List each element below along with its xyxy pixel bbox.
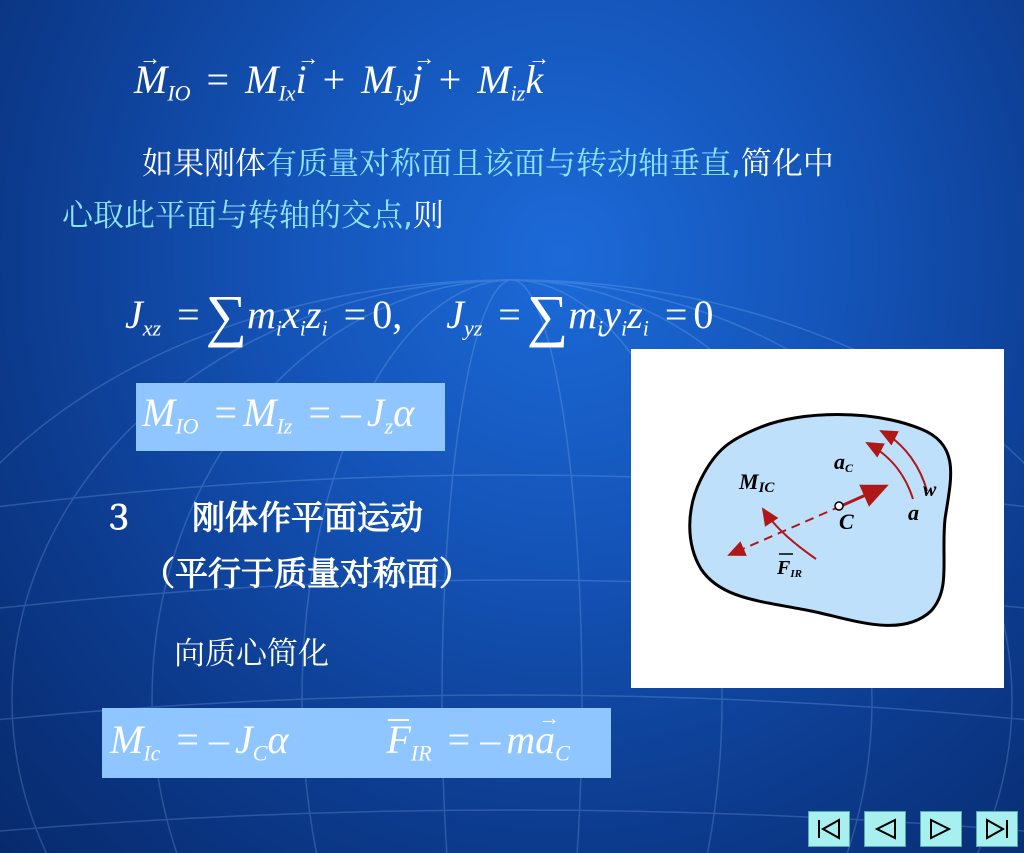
subscript: Ix [278, 80, 296, 106]
next-page-button[interactable] [920, 811, 962, 847]
symbol: x [282, 292, 300, 338]
unit-vector-k: → k [525, 56, 543, 103]
symbol: M [110, 717, 144, 762]
symbol: J [366, 390, 385, 435]
subscript: z [384, 413, 394, 439]
label-a: a [908, 500, 919, 525]
section-heading [102, 492, 423, 539]
symbol: J [125, 292, 143, 338]
subscript: IR [410, 740, 432, 766]
paragraph-line-1 [62, 138, 942, 190]
equation-moment-components [134, 56, 543, 107]
subscript: IO [167, 80, 191, 106]
label-C: C [839, 509, 854, 534]
label-FIR: FIR [777, 557, 802, 580]
next-page-icon [927, 818, 955, 840]
unit-vector-i: → i [296, 56, 307, 103]
paragraph-line-2 [62, 190, 942, 242]
symbol: M [245, 57, 279, 102]
slide-navigation-bar [808, 811, 1018, 847]
rigid-body-figure [631, 349, 1004, 688]
first-page-button[interactable] [808, 811, 850, 847]
symbol: M [361, 57, 395, 102]
operator: = [177, 292, 200, 338]
label-MIc: MIC [739, 469, 775, 496]
value: 0 [693, 292, 714, 338]
symbol: z [627, 292, 643, 338]
symbol-alpha: α [267, 717, 289, 762]
symbol: z [305, 292, 322, 338]
symbol: J [446, 292, 464, 338]
sum-symbol: ∑ [526, 283, 569, 348]
subscript: i [642, 315, 649, 341]
symbol: J [234, 717, 253, 762]
equation-plane-motion [102, 708, 611, 767]
vector-F: F [386, 717, 411, 762]
operator: = [664, 292, 688, 338]
operator: = [498, 292, 521, 338]
symbol: y [603, 292, 621, 338]
last-page-icon [983, 818, 1011, 840]
subscript: i [620, 315, 628, 341]
operator: + [438, 57, 462, 102]
operator: = – [447, 717, 501, 762]
symbol: M [477, 57, 511, 102]
operator: = [214, 390, 238, 435]
subscript: Ic [143, 740, 161, 766]
symbol: m [506, 717, 536, 762]
subscript: xz [142, 315, 162, 341]
equation-moment-alpha [136, 383, 445, 440]
sum-symbol: ∑ [205, 283, 248, 348]
paragraph-condition [62, 138, 942, 242]
rigid-body-diagram [631, 349, 1004, 688]
operator: = [343, 292, 367, 338]
operator: = – [176, 717, 229, 762]
first-page-icon [815, 818, 843, 840]
subscript: i [299, 315, 306, 341]
operator: = – [308, 390, 361, 435]
subscript: iz [510, 80, 526, 106]
subscript: i [597, 315, 604, 341]
subscript: yz [463, 315, 483, 341]
label-ac: aC [834, 449, 854, 475]
highlight-box-eq3 [136, 383, 445, 451]
text-white: 则 [412, 198, 444, 234]
equation-products-of-inertia [125, 282, 713, 349]
symbol: m [247, 292, 276, 338]
value: 0, [372, 292, 403, 338]
label-w: w [923, 479, 937, 501]
subscript: i [321, 315, 328, 341]
subscript: Iy [394, 80, 412, 106]
text-white: 如果刚体 [142, 146, 266, 182]
section-title: 刚体作平面运动 [192, 498, 423, 537]
unit-vector-j: → j [412, 56, 423, 103]
previous-page-button[interactable] [864, 811, 906, 847]
section-number: ３ [102, 498, 135, 537]
symbol: M [142, 390, 176, 435]
operator: + [322, 57, 346, 102]
vector-M: → M [134, 56, 167, 103]
subscript: Iz [276, 413, 293, 439]
symbol: m [568, 292, 598, 338]
section-subtitle: （平行于质量对称面） [142, 554, 472, 593]
operator: = [206, 57, 230, 102]
symbol: M [243, 390, 277, 435]
subscript: C [252, 740, 268, 766]
subscript: C [555, 740, 570, 766]
symbol-alpha: α [393, 390, 415, 435]
subscript: IO [175, 413, 199, 439]
highlight-box-eq4 [102, 708, 611, 778]
previous-page-icon [871, 818, 899, 840]
vector-a: → a [535, 716, 555, 763]
subscript: i [275, 315, 283, 341]
simplify-label: 向质心简化 [174, 636, 329, 672]
text-cyan: 心取此平面与转轴的交点, [62, 198, 413, 234]
text-white: 简化中 [740, 146, 834, 182]
text-cyan: 有质量对称面且该面与转动轴垂直, [266, 146, 741, 182]
last-page-button[interactable] [976, 811, 1018, 847]
